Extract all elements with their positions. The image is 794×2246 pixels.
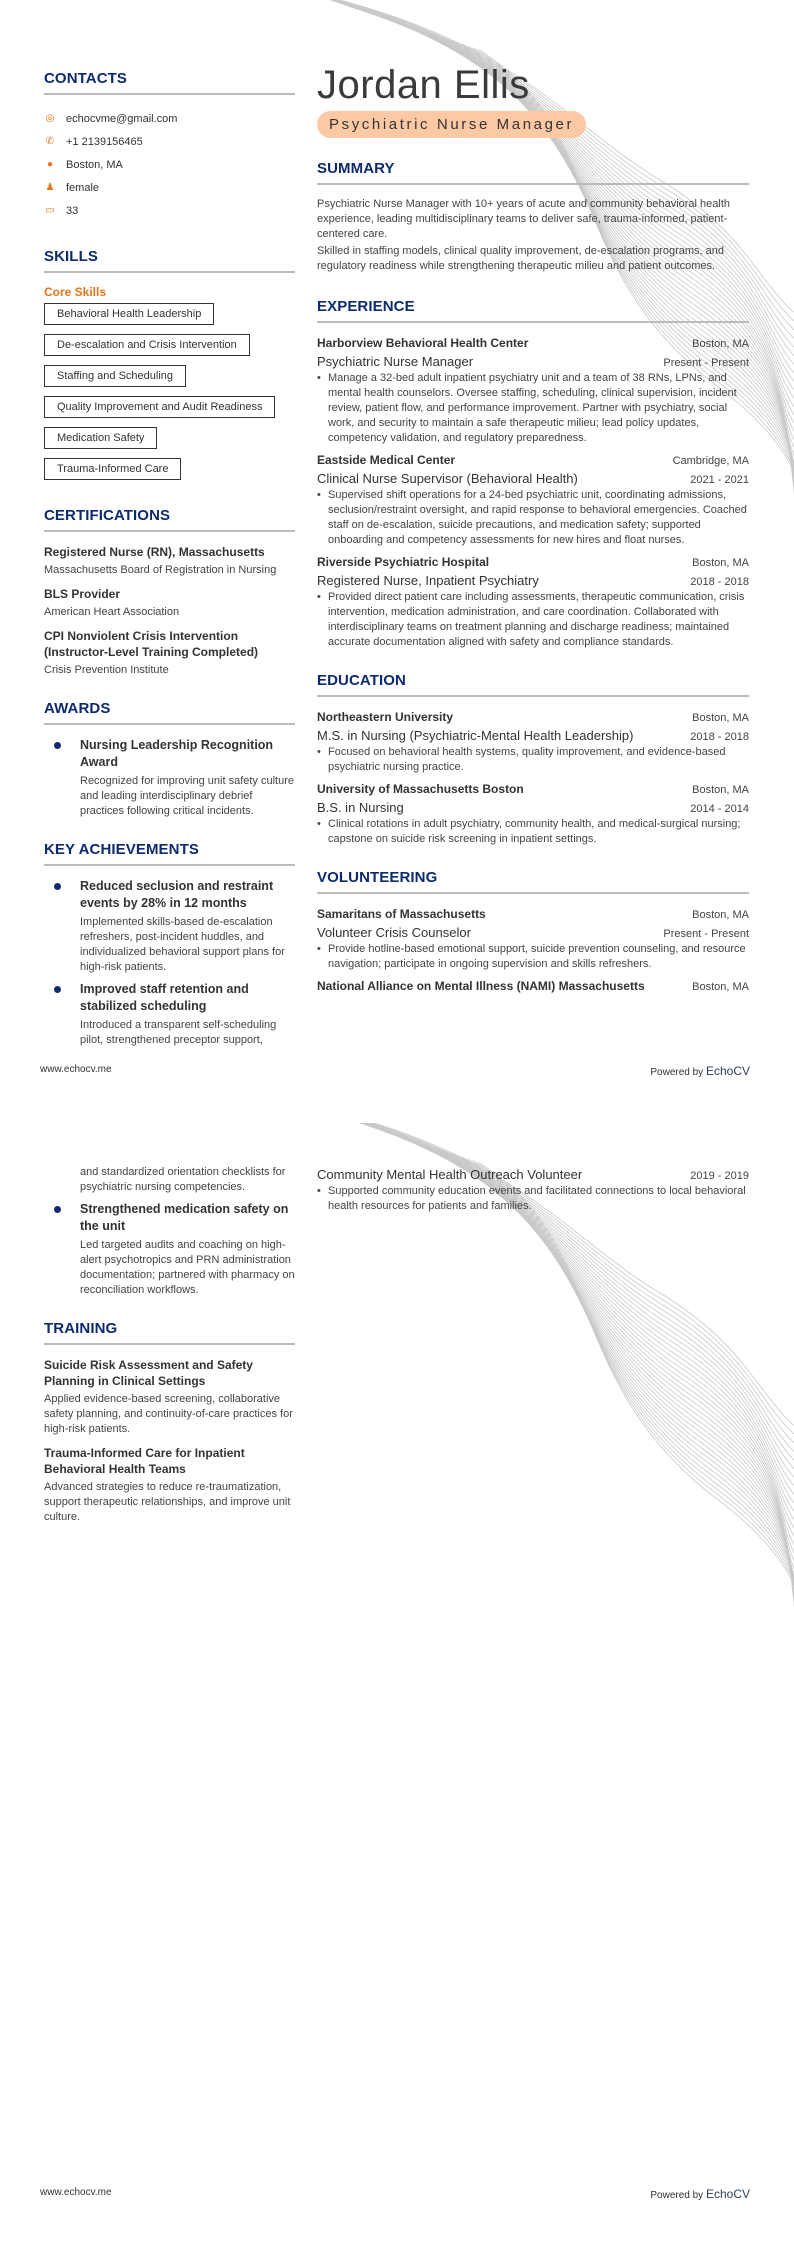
contact-value: female — [66, 181, 100, 194]
entry-organization: Northeastern University — [317, 710, 454, 724]
entry-header — [317, 335, 749, 352]
contact-item — [44, 107, 295, 130]
certification-title: Registered Nurse (RN), Massachusetts — [44, 545, 265, 559]
certification-issuer: Massachusetts Board of Registration in Nursing — [44, 564, 277, 576]
entry-bullet: • Manage a 32-bed adult inpatient psychiatry unit and a team of 38 RNs, LPNs, and mental health counselors. Oversee staffing, scheduling, clinical supervision, incident review, patient flow, and performance improvement. Partner with psychiatry, social work, and security to maintain a safe therapeutic milieu; lead policy updates, competency validation, and regulatory preparedness. — [317, 371, 749, 446]
entry-dates: 2018 - 2018 — [690, 576, 749, 588]
entry-location: Boston, MA — [692, 784, 749, 796]
entry-role: Psychiatric Nurse Manager — [317, 354, 474, 369]
volunteering-section — [317, 869, 749, 995]
bullet-icon — [54, 742, 61, 749]
entry — [317, 335, 749, 446]
candidate-name: Jordan Ellis — [317, 63, 530, 107]
entry-dates: 2019 - 2019 — [690, 1170, 749, 1182]
footer-site-link[interactable]: www.echocv.me — [40, 2187, 112, 2198]
footer-site-link[interactable]: www.echocv.me — [40, 1064, 112, 1075]
brand-logo: EchoCV — [705, 1064, 750, 1078]
entry-bullet: • Supervised shift operations for a 24-bed psychiatric unit, coordinating admissions, seclusion/restraint oversight, and rapid response to behavioral emergencies. Coached staff on de-escalation, suicide precautions, and medication safety; supported onboarding and competency assessments for new hires and float nurses. — [317, 488, 749, 548]
entry-bullet: • Focused on behavioral health systems, quality improvement, and evidence-based psychiatric nursing practice. — [317, 745, 749, 775]
item-description: Led targeted audits and coaching on high-alert psychotropics and PRN administration documentation; partnered with pharmacy on reconciliation workflows. — [80, 1239, 295, 1296]
experience-section — [317, 298, 749, 650]
wave-line — [467, 1159, 794, 1673]
entry-subheader — [317, 726, 749, 745]
skills-group-label: Core Skills — [44, 285, 107, 299]
wave-line — [430, 1146, 794, 1659]
wave-line — [462, 1157, 794, 1673]
training-description: Advanced strategies to reduce re-traumatization, support therapeutic relationships, and improve unit culture. — [44, 1481, 291, 1523]
entry-subheader — [317, 923, 749, 942]
entry-location: Boston, MA — [692, 981, 749, 993]
right-column — [317, 63, 749, 995]
entry-location: Cambridge, MA — [672, 455, 749, 467]
section-heading: AWARDS — [44, 700, 295, 725]
entry-role: Clinical Nurse Supervisor (Behavioral Health) — [317, 471, 578, 486]
contact-value: 33 — [66, 204, 79, 217]
entry-role: Community Mental Health Outreach Volunteer — [317, 1167, 583, 1182]
section-heading: EXPERIENCE — [317, 298, 749, 323]
entry — [317, 452, 749, 548]
entry-bullet: • Provided direct patient care including assessments, therapeutic communication, crisis intervention, medication administration, and care coordination. Collaborated with interdisciplinary teams on treatment planning and discharge readiness; maintained accurate documentation aligned with safety and compliance standards. — [317, 590, 749, 650]
footer-powered-by: Powered by EchoCV — [650, 1064, 750, 1078]
contact-item — [44, 130, 295, 153]
certifications-section — [44, 507, 295, 678]
list-item — [44, 1165, 295, 1195]
entry — [317, 906, 749, 972]
entry-organization: Harborview Behavioral Health Center — [317, 336, 529, 350]
entry-header — [317, 781, 749, 798]
entry-dates: 2014 - 2014 — [690, 803, 749, 815]
training-description: Applied evidence-based screening, collaborative safety planning, and continuity-of-care practices for high-risk patients. — [44, 1393, 293, 1435]
summary-section — [317, 160, 749, 274]
entry-bullet: • Supported community education events and facilitated connections to local behavioral health resources for patients and families. — [317, 1184, 749, 1214]
contact-value: Boston, MA — [66, 158, 123, 171]
list-item — [44, 878, 295, 975]
certification-issuer: American Heart Association — [44, 606, 180, 618]
certification-issuer: Crisis Prevention Institute — [44, 664, 169, 676]
entry-location: Boston, MA — [692, 712, 749, 724]
contact-value: echocvme@gmail.com — [66, 112, 178, 125]
training-title: Trauma-Informed Care for Inpatient Behavioral Health Teams — [44, 1446, 245, 1476]
contacts-section — [44, 70, 295, 222]
contact-item — [44, 176, 295, 199]
entry-role: Volunteer Crisis Counselor — [317, 925, 471, 940]
section-heading: CONTACTS — [44, 70, 295, 95]
wave-line — [473, 1161, 794, 1673]
awards-section — [44, 700, 295, 819]
contact-value: +1 2139156465 — [66, 135, 143, 148]
certification-title: CPI Nonviolent Crisis Intervention (Instructor-Level Training Completed) — [44, 629, 259, 659]
entry-dates: Present - Present — [663, 357, 749, 369]
entry-organization: University of Massachusetts Boston — [317, 782, 524, 796]
entry-organization: Riverside Psychiatric Hospital — [317, 555, 490, 569]
person-icon: ♟ — [45, 182, 55, 193]
contact-item — [44, 199, 295, 222]
item-title: Improved staff retention and stabilized scheduling — [80, 982, 249, 1013]
wave-line — [440, 1150, 794, 1673]
entry-location: Boston, MA — [692, 557, 749, 569]
entry — [317, 781, 749, 847]
skill-chip: Staffing and Scheduling — [44, 365, 186, 387]
entry-role: Registered Nurse, Inpatient Psychiatry — [317, 573, 539, 588]
section-heading: TRAINING — [44, 1320, 295, 1345]
entry-header — [317, 452, 749, 469]
entry-subheader — [317, 469, 749, 488]
item-title: Reduced seclusion and restraint events by 28% in 12 months — [80, 879, 274, 910]
job-title-badge: Psychiatric Nurse Manager — [317, 111, 586, 138]
skill-chip: Behavioral Health Leadership — [44, 303, 214, 325]
skills-section — [44, 248, 295, 489]
entry-header — [317, 709, 749, 726]
entry-organization: National Alliance on Mental Illness (NAMI) Massachusetts — [317, 979, 645, 993]
brand-logo: EchoCV — [705, 2187, 750, 2201]
calendar-icon: ▭ — [45, 205, 55, 216]
left-column — [44, 70, 295, 1054]
item-description: Recognized for improving unit safety culture and leading interdisciplinary debrief practices following critical incidents. — [80, 775, 294, 817]
section-heading: SKILLS — [44, 248, 295, 273]
list-item — [44, 981, 295, 1048]
section-heading: CERTIFICATIONS — [44, 507, 295, 532]
entry-organization: Samaritans of Massachusetts — [317, 907, 486, 921]
entry-location: Boston, MA — [692, 909, 749, 921]
section-heading: SUMMARY — [317, 160, 749, 185]
section-heading: EDUCATION — [317, 672, 749, 697]
entry-subheader — [317, 571, 749, 590]
wave-line — [435, 1148, 794, 1668]
entry-organization: Eastside Medical Center — [317, 453, 456, 467]
entry-bullet: • Provide hotline-based emotional support, suicide prevention counseling, and resource navigation; participate in ongoing supervision and skills refreshers. — [317, 942, 749, 972]
education-section — [317, 672, 749, 847]
bullet-icon — [54, 986, 61, 993]
skill-chip: Medication Safety — [44, 427, 157, 449]
certification-title: BLS Provider — [44, 587, 121, 601]
entry-subheader — [317, 352, 749, 371]
entry — [317, 978, 749, 995]
skill-chip: De-escalation and Crisis Intervention — [44, 334, 250, 356]
wave-line — [446, 1152, 794, 1673]
item-description: Introduced a transparent self-scheduling pilot, strengthened preceptor support, — [80, 1019, 277, 1046]
entry-header — [317, 978, 749, 995]
entry-dates: 2021 - 2021 — [690, 474, 749, 486]
entry-bullet: • Clinical rotations in adult psychiatry, community health, and medical-surgical nursing; capstone on suicide risk screening in inpatient settings. — [317, 817, 749, 847]
section-heading: VOLUNTEERING — [317, 869, 749, 894]
entry-header — [317, 554, 749, 571]
bullet-icon — [54, 1206, 61, 1213]
entry — [317, 709, 749, 775]
wave-line — [424, 1144, 794, 1650]
entry-dates: 2018 - 2018 — [690, 731, 749, 743]
section-heading: KEY ACHIEVEMENTS — [44, 841, 295, 866]
location-icon: ● — [46, 159, 54, 170]
list-item — [44, 737, 295, 819]
item-title: Strengthened medication safety on the unit — [80, 1202, 289, 1233]
entry-role: B.S. in Nursing — [317, 800, 404, 815]
wave-line — [478, 1162, 794, 1673]
skill-chip: Trauma-Informed Care — [44, 458, 181, 480]
footer-powered-by: Powered by EchoCV — [650, 2187, 750, 2201]
entry-dates: Present - Present — [663, 928, 749, 940]
list-item — [44, 1201, 295, 1298]
wave-line — [451, 1153, 794, 1673]
item-description: and standardized orientation checklists for psychiatric nursing competencies. — [80, 1166, 286, 1193]
summary-paragraph: Skilled in staffing models, clinical quality improvement, de-escalation programs, and regulatory readiness while strengthening therapeutic milieu and patient outcomes. — [317, 245, 724, 272]
item-title: Nursing Leadership Recognition Award — [80, 738, 274, 769]
left-column — [44, 1165, 295, 1533]
contact-item — [44, 153, 295, 176]
training-title: Suicide Risk Assessment and Safety Planning in Clinical Settings — [44, 1358, 253, 1388]
entry — [317, 554, 749, 650]
phone-icon: ✆ — [45, 136, 55, 147]
summary-paragraph: Psychiatric Nurse Manager with 10+ years of acute and community behavioral health experience, leading multidisciplinary teams to deliver safe, trauma-informed, patient-centered care. — [317, 198, 731, 240]
entry-location: Boston, MA — [692, 338, 749, 350]
achievements-section — [44, 841, 295, 1048]
training-section — [44, 1320, 295, 1525]
wave-line — [457, 1155, 794, 1673]
entry-subheader — [317, 798, 749, 817]
skill-chip: Quality Improvement and Audit Readiness — [44, 396, 275, 418]
item-description: Implemented skills-based de-escalation refreshers, post-incident huddles, and individualized behavioral support plans for high-risk patients. — [80, 916, 285, 973]
right-column — [317, 1165, 749, 1220]
resume-page-2 — [0, 1123, 794, 2246]
entry-role: M.S. in Nursing (Psychiatric-Mental Health Leadership) — [317, 728, 634, 743]
email-icon: ◎ — [45, 113, 55, 124]
entry-header — [317, 906, 749, 923]
bullet-icon — [54, 883, 61, 890]
